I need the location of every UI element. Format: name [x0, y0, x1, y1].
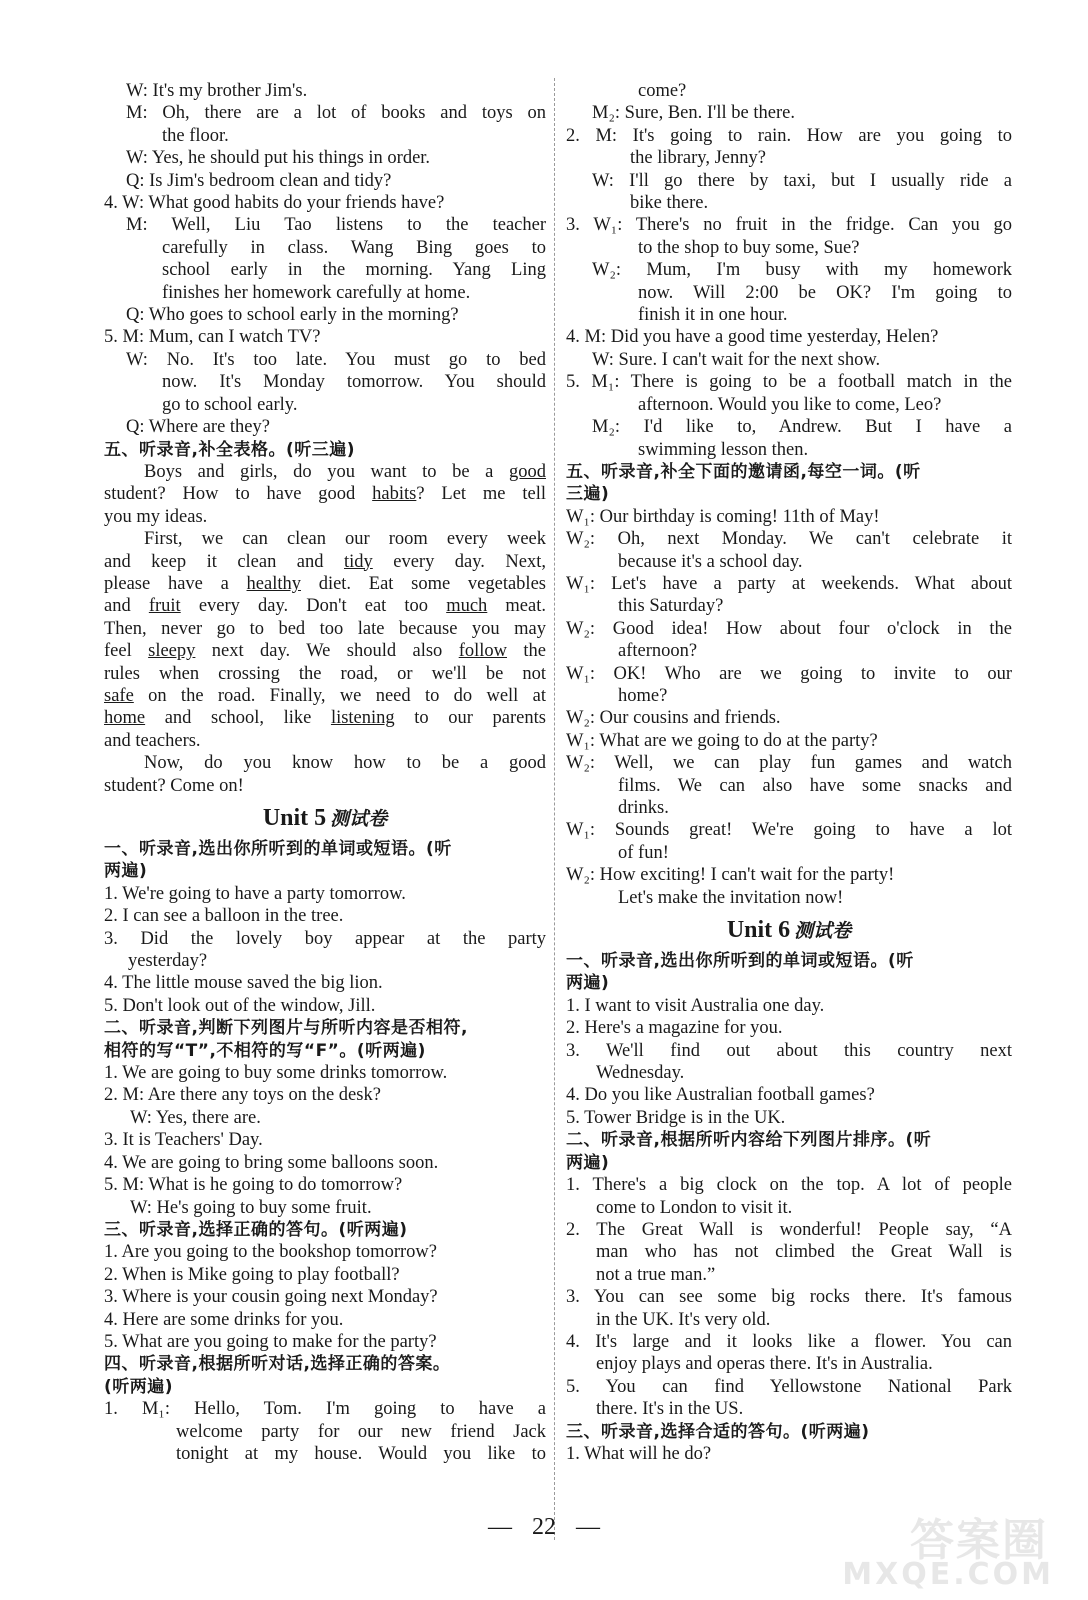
- answer-word: good: [509, 461, 546, 482]
- list-item: man who has not climbed the Great Wall is: [596, 1242, 1012, 1263]
- text-line: carefully in class. Wang Bing goes to: [162, 237, 546, 258]
- text-line: 3. W₁: There's no fruit in the fridge. Can you go: [566, 215, 1012, 236]
- answer-word: much: [446, 596, 488, 617]
- dialogue-line: W₁: What are we going to do at the party?: [566, 730, 878, 751]
- answer-word: healthy: [246, 573, 301, 594]
- text-line: finishes her homework carefully at home.: [162, 282, 471, 303]
- list-item: 1. We are going to buy some drinks tomorrow.: [104, 1063, 448, 1084]
- dialogue-line: this Saturday?: [618, 596, 724, 617]
- list-item: W: He's going to buy some fruit.: [130, 1197, 372, 1218]
- list-item: Wednesday.: [596, 1063, 685, 1084]
- list-item: yesterday?: [128, 951, 208, 972]
- watermark-url: MXQE.COM: [842, 1557, 1054, 1592]
- text-line: M: Oh, there are a lot of books and toys on: [126, 103, 546, 124]
- answer-word: habits: [372, 484, 417, 505]
- list-item: 4. It's large and it looks like a flower. You can: [566, 1331, 1012, 1352]
- dialogue-line: drinks.: [618, 798, 669, 818]
- dialogue-line: because it's a school day.: [618, 551, 803, 572]
- text-line: M₂: Sure, Ben. I'll be there.: [592, 103, 795, 124]
- passage-line: and teachers.: [104, 730, 201, 751]
- answer-word: tidy: [344, 551, 373, 572]
- section-heading: 二、听录音,根据所听内容给下列图片排序。(听: [566, 1130, 932, 1151]
- dialogue-line: afternoon?: [618, 641, 698, 662]
- text-line: W: It's my brother Jim's.: [126, 81, 308, 101]
- text-line: 4. M: Did you have a good time yesterday, Helen?: [566, 327, 939, 348]
- list-item: 4. Here are some drinks for you.: [104, 1309, 344, 1330]
- list-item: 5. You can find Yellowstone National Park: [566, 1376, 1012, 1397]
- text-line: now. It's Monday tomorrow. You should: [162, 372, 546, 393]
- list-item: 3. You can see some big rocks there. It's famous: [566, 1287, 1012, 1308]
- passage-line: feel sleepy next day. We should also follow the: [104, 641, 546, 662]
- text-line: come?: [638, 81, 687, 101]
- text-line: W: Yes, he should put his things in order.: [126, 148, 431, 169]
- passage-line: you my ideas.: [104, 506, 208, 527]
- text-line: the floor.: [162, 125, 229, 146]
- text-line: M: Well, Liu Tao listens to the teacher: [126, 215, 546, 236]
- text-line: now. Will 2:00 be OK? I'm going to: [638, 282, 1012, 303]
- passage-line: rules when crossing the road, or we'll be not: [104, 663, 546, 684]
- passage-line: safe on the road. Finally, we need to do well at: [104, 685, 546, 706]
- section-heading: 一、听录音,选出你所听到的单词或短语。(听: [566, 951, 914, 972]
- list-item: 1. Are you going to the bookshop tomorrow?: [104, 1242, 437, 1263]
- dialogue-line: W₁: Let's have a party at weekends. What about: [566, 573, 1012, 594]
- dialogue-line: W₂: Oh, next Monday. We can't celebrate it: [566, 529, 1012, 550]
- list-item: tonight at my house. Would you like to: [176, 1443, 546, 1464]
- passage-line: student? Come on!: [104, 775, 244, 796]
- list-item: 2. I can see a balloon in the tree.: [104, 906, 344, 927]
- list-item: 3. It is Teachers' Day.: [104, 1130, 263, 1151]
- text-line: finish it in one hour.: [638, 305, 788, 326]
- list-item: there. It's in the US.: [596, 1399, 744, 1420]
- dash-left: —: [488, 1514, 512, 1540]
- passage-line: student? How to have good habits? Let me tell: [104, 484, 546, 505]
- text-line: Q: Is Jim's bedroom clean and tidy?: [126, 170, 392, 191]
- text-line: M₂: I'd like to, Andrew. But I have a: [592, 417, 1012, 438]
- passage-line: First, we can clean our room every week: [144, 529, 546, 550]
- list-item: 1. There's a big clock on the top. A lot of people: [566, 1175, 1012, 1196]
- text-line: 2. M: It's going to rain. How are you going to: [566, 125, 1012, 146]
- list-item: W: Yes, there are.: [130, 1107, 261, 1128]
- list-item: 4. The little mouse saved the big lion.: [104, 973, 383, 994]
- section-heading: 五、听录音,补全下面的邀请函,每空一词。(听: [566, 461, 921, 482]
- passage-line: Boys and girls, do you want to be a good: [144, 461, 546, 482]
- answer-word: home: [104, 708, 146, 729]
- section-heading: 一、听录音,选出你所听到的单词或短语。(听: [104, 839, 452, 859]
- dialogue-line: home?: [618, 685, 668, 706]
- list-item: 2. M: Are there any toys on the desk?: [104, 1085, 381, 1106]
- list-item: 3. We'll find out about this country next: [566, 1040, 1012, 1061]
- answer-word: listening: [330, 708, 395, 729]
- list-item: 4. Do you like Australian football games?: [566, 1085, 875, 1106]
- list-item: 5. Tower Bridge is in the UK.: [566, 1107, 786, 1128]
- passage-line: and keep it clean and tidy every day. Next,: [104, 551, 546, 572]
- answer-word: follow: [458, 641, 508, 662]
- passage-line: and fruit every day. Don't eat too much meat.: [104, 596, 546, 617]
- list-item: 2. The Great Wall is wonderful! People say, “A: [566, 1219, 1012, 1240]
- list-item: 2. When is Mike going to play football?: [104, 1264, 400, 1285]
- passage-line: Then, never go to bed too late because you may: [104, 618, 546, 639]
- watermark-logo: [842, 1504, 1058, 1592]
- column-divider: [554, 78, 555, 1540]
- section-heading: 三遍): [566, 484, 610, 505]
- list-item: 3. Where is your cousin going next Monday?: [104, 1287, 438, 1308]
- list-item: 5. What are you going to make for the party?: [104, 1331, 437, 1352]
- text-line: 4. W: What good habits do your friends have?: [104, 193, 445, 214]
- dialogue-line: W₂: Our cousins and friends.: [566, 708, 781, 729]
- list-item: come to London to visit it.: [596, 1197, 793, 1218]
- text-line: W: No. It's too late. You must go to bed: [126, 349, 546, 370]
- unit-title: Unit 6 测试卷: [726, 917, 852, 944]
- watermark-text: 答案圈: [910, 1515, 1048, 1566]
- text-line: swimming lesson then.: [638, 439, 809, 460]
- section-heading: 两遍): [566, 973, 610, 994]
- text-line: W: Sure. I can't wait for the next show.: [592, 349, 881, 370]
- answer-word: safe: [104, 685, 134, 706]
- list-item: not a true man.”: [596, 1264, 716, 1285]
- text-line: bike there.: [630, 193, 709, 214]
- dialogue-line: W₁: OK! Who are we going to invite to our: [566, 663, 1012, 684]
- passage-line: Now, do you know how to be a good: [144, 753, 546, 774]
- section-heading: 两遍): [566, 1152, 610, 1173]
- section-heading: 四、听录音,根据所听对话,选择正确的答案。: [104, 1354, 451, 1375]
- answer-word: fruit: [148, 596, 181, 617]
- list-item: enjoy plays and operas there. It's in Australia.: [596, 1354, 933, 1375]
- text-line: to the shop to buy some, Sue?: [638, 237, 860, 258]
- list-item: in the UK. It's very old.: [596, 1309, 771, 1330]
- section-heading: 二、听录音,判断下列图片与所听内容是否相符,: [104, 1018, 468, 1039]
- dialogue-line: W₂: How exciting! I can't wait for the party!: [566, 865, 895, 886]
- dialogue-line: Let's make the invitation now!: [618, 887, 844, 908]
- dialogue-line: W₁: Our birthday is coming! 11th of May!: [566, 506, 880, 527]
- text-line: afternoon. Would you like to come, Leo?: [638, 394, 942, 415]
- list-item: 3. Did the lovely boy appear at the party: [104, 928, 546, 949]
- answer-word: sleepy: [148, 641, 196, 662]
- list-item: 1. We're going to have a party tomorrow.: [104, 883, 406, 904]
- text-line: go to school early.: [162, 394, 298, 415]
- text-line: W₂: Mum, I'm busy with my homework: [592, 260, 1012, 281]
- dialogue-line: W₂: Well, we can play fun games and watch: [566, 753, 1012, 774]
- passage-line: home and school, like listening to our parents: [104, 708, 546, 729]
- list-item: 5. Don't look out of the window, Jill.: [104, 995, 376, 1016]
- section-heading: 三、听录音,选择合适的答句。(听两遍): [566, 1421, 870, 1442]
- text-line: 5. M: Mum, can I watch TV?: [104, 327, 321, 348]
- section-heading: 五、听录音,补全表格。(听三遍): [104, 439, 355, 460]
- list-item: 4. We are going to bring some balloons soon.: [104, 1152, 439, 1173]
- section-heading: 相符的写“T”,不相符的写“F”。(听两遍): [104, 1040, 426, 1061]
- unit-title: Unit 5 测试卷: [262, 805, 388, 831]
- text-line: 5. M₁: There is going to be a football match in the: [566, 372, 1012, 393]
- list-item: welcome party for our new friend Jack: [176, 1421, 546, 1442]
- text-line: school early in the morning. Yang Ling: [162, 260, 546, 281]
- left-column: [104, 80, 546, 1465]
- dialogue-line: of fun!: [618, 842, 669, 863]
- dialogue-line: films. We can also have some snacks and: [618, 775, 1012, 796]
- text-line: Q: Where are they?: [126, 417, 270, 438]
- section-heading: (听两遍): [104, 1376, 174, 1397]
- text-line: the library, Jenny?: [630, 148, 766, 169]
- list-item: 1. What will he do?: [566, 1443, 712, 1464]
- right-column: [566, 80, 1012, 1465]
- text-line: Q: Who goes to school early in the morning?: [126, 305, 459, 326]
- dash-right: —: [576, 1514, 600, 1540]
- passage-line: please have a healthy diet. Eat some vegetables: [104, 573, 546, 594]
- text-line: W: I'll go there by taxi, but I usually ride a: [592, 170, 1012, 191]
- list-item: 1. I want to visit Australia one day.: [566, 995, 825, 1016]
- dialogue-line: W₂: Good idea! How about four o'clock in the: [566, 618, 1012, 639]
- list-item: 2. Here's a magazine for you.: [566, 1018, 783, 1039]
- list-item: 1. M₁: Hello, Tom. I'm going to have a: [104, 1399, 546, 1420]
- list-item: 5. M: What is he going to do tomorrow?: [104, 1175, 403, 1196]
- section-heading: 三、听录音,选择正确的答句。(听两遍): [104, 1219, 408, 1240]
- section-heading: 两遍): [104, 861, 148, 882]
- dialogue-line: W₁: Sounds great! We're going to have a lot: [566, 820, 1012, 841]
- page-number-value: 22: [532, 1514, 556, 1540]
